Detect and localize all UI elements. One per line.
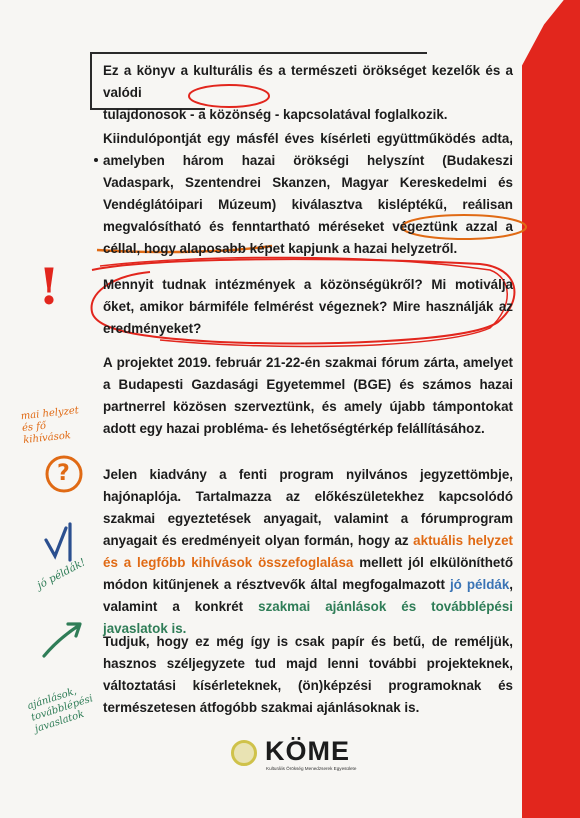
exclamation-icon: ! xyxy=(38,257,60,316)
check-mark-icon xyxy=(46,524,70,560)
margin-note-challenges: mai helyzet és fő kihívások xyxy=(20,405,80,447)
publication-paragraph xyxy=(103,464,513,640)
red-edge-band xyxy=(522,0,580,818)
starting-point-text: Kiindulópontját egy másfél éves kísérleti együttműködés adta, amelyben három hazai örökségi helyszínt (Budakeszi Vadaspark, Szentendrei Skanzen, Magyar Kereskedelmi és Vendéglátóipari Múzeum) kiválasztva kisléptékű, reálisan megvalósítható és fenntartható méréseket végeztünk azzal a céllal, hogy xyxy=(103,131,513,256)
intro-line-2-start: tulajdonosok - xyxy=(103,107,199,122)
intro-line-1: Ez a könyv a kulturális és a természeti örökséget kezelők és a valódi xyxy=(103,63,513,100)
publication-good-examples-highlight: jó példák xyxy=(449,577,510,592)
margin-note-recommendations: ajánlások, továbblépési javaslatok xyxy=(26,685,95,735)
intro-paragraph xyxy=(103,60,513,126)
green-arrow-icon xyxy=(44,624,80,656)
intro-kozonseg: a közönség xyxy=(198,107,272,122)
publication-text-c: mellett jól elkülöníthető módon kitűnjenek a résztvevők által megfogalmazott xyxy=(103,555,514,592)
publication-text-a: Jelen kiadvány a fenti program nyilvános jegyzettömbje, hajónaplója. Tartalmazza az előkészületekhez kapcsolódó szakmai egyeztetések anyagait, valamint a fórumprogram anyagait és eredményeit olyan formán, hogy az xyxy=(103,467,513,548)
closing-paragraph: Tudjuk, hogy ez még így is csak papír és betű, de reméljük, hasznos széljegyzete tud majd lenni további projekteknek, változtatási kísérleteknek, (ön)képzési programoknak és természetesen átfogóbb szakmai ajánlásoknak is. xyxy=(103,634,513,715)
forum-paragraph: A projektet 2019. február 21-22-én szakmai fórum zárta, amelyet a Budapesti Gazdasági Egyetemmel (BGE) és számos hazai partnerrel közösen szerveztünk, és amely újabb támpontokat adott egy hazai probléma- és lehetőségtérkép felállításához. xyxy=(103,355,513,436)
kome-logo-subtitle: Kulturális Örökség Menedzserek Egyesülete xyxy=(266,766,357,771)
intro-line-2-end: - kapcsolatával foglalkozik. xyxy=(271,107,448,122)
kome-logo xyxy=(231,736,371,776)
publication-recommendations-highlight: szakmai ajánlások és továbblépési javaslatok is. xyxy=(103,599,513,636)
kome-logo-mark-icon xyxy=(231,740,257,766)
margin-note-good-examples: jó példák! xyxy=(35,556,88,592)
starting-point-paragraph xyxy=(103,128,513,260)
publication-text-e: , valamint a konkrét xyxy=(103,577,514,614)
questions-paragraph: Mennyit tudnak intézmények a közönségükről? Mi motiválja őket, amikor bármiféle felmérést végeznek? Mire használják az eredményeket? xyxy=(103,277,513,336)
ink-dot xyxy=(94,158,98,162)
question-icon: ? xyxy=(57,461,70,486)
starting-point-highlight: alaposabb képet kapjunk a hazai helyzetről. xyxy=(179,241,458,256)
kome-logo-name: KÖME xyxy=(265,736,350,766)
publication-challenges-highlight: aktuális helyzet és a legfőbb kihívások összefoglalása xyxy=(103,533,513,570)
